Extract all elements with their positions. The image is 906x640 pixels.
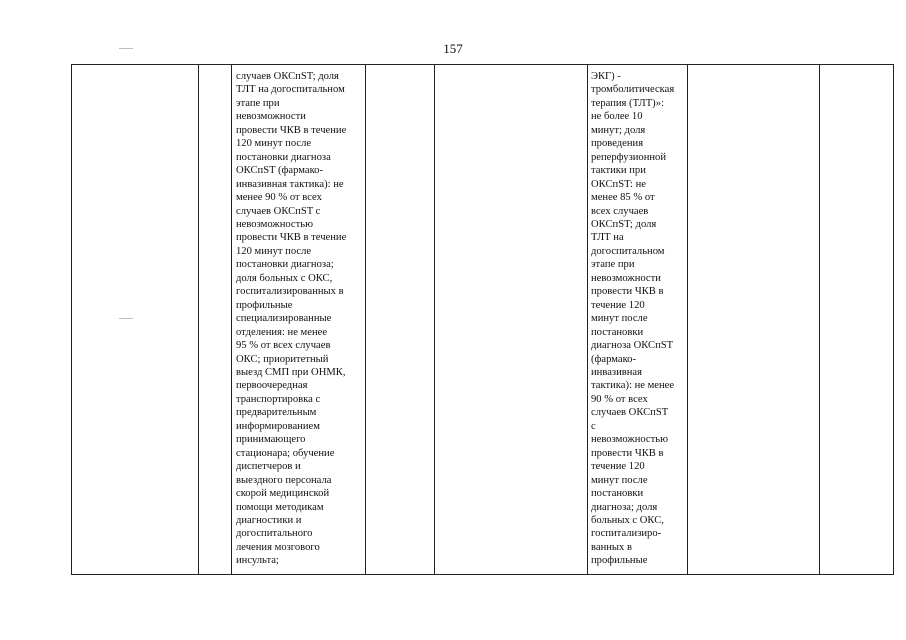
table-border-right [893,65,894,574]
column-divider [434,65,435,574]
scan-artifact-mark [119,48,133,49]
column-divider [687,65,688,574]
column-divider [365,65,366,574]
column-divider [231,65,232,574]
column-divider [819,65,820,574]
cell-text-indicators-col3: случаев ОКСпST; доля ТЛТ на догоспитальном этапе при невозможности провести ЧКВ в течение 120 минут после постановки диагноза ОКСпST (фармако- инвазивная тактика): не менее 90 % от всех случаев ОКСпST с невозможностью провести ЧКВ в течение 120 минут после постановки диагноза; доля больных с ОКС, госпитализированных в профильные специализированные отделения: не менее 95 % от всех случаев ОКС; приоритетный выезд СМП при ОНМК, первоочередная транспортировка с предварительным информированием принимающего стационара; обучение диспетчеров и выездного персонала скорой медицинской помощи методикам диагностики и догоспитального лечения мозгового инсульта; [236,71,347,567]
document-table [71,64,894,575]
column-divider [587,65,588,574]
table-border-left [71,65,72,574]
column-divider [198,65,199,574]
cell-text-indicators-col6: ЭКГ) - тромболитическая терапия (ТЛТ)»: не более 10 минут; доля проведения реперфузионной тактики при ОКСпST: не менее 85 % от всех случаев ОКСпST; доля ТЛТ на догоспитальном этапе при невозможности провести ЧКВ в течение 120 минут после постановки диагноза ОКСпST (фармако- инвазивная тактика): не менее 90 % от всех случаев ОКСпST с невозможностью провести ЧКВ в течение 120 минут после постановки диагноза; доля больных с ОКС, госпитализиро- ванных в профильные [591,71,675,567]
page-number: 157 [443,41,463,56]
